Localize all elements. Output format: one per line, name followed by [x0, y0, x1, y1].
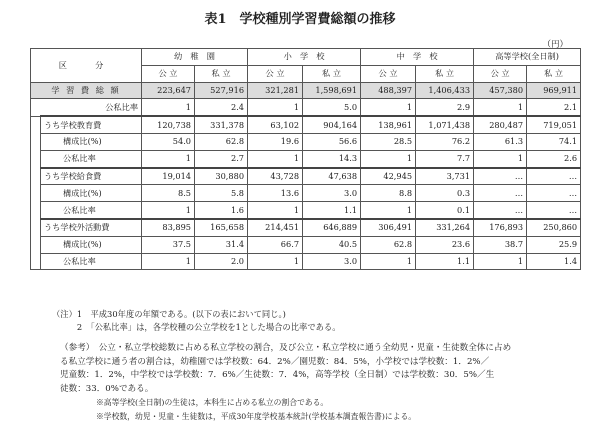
- row-label: 構成比(%): [41, 133, 142, 150]
- table-cell: 1: [361, 253, 416, 270]
- table-cell: 14.3: [303, 150, 361, 167]
- elementary-header: 小 学 校: [248, 49, 361, 66]
- table-cell: 5.8: [195, 185, 248, 202]
- table-cell: 321,281: [248, 82, 303, 99]
- row-label: 構成比(%): [41, 236, 142, 253]
- table-cell: 165,658: [195, 219, 248, 236]
- private-header: 私 立: [303, 65, 361, 82]
- unit-label: （円）: [542, 40, 568, 50]
- table-cell: 56.6: [303, 133, 361, 150]
- table-cell: 1: [361, 202, 416, 219]
- table-cell: 2.9: [416, 99, 474, 116]
- table-cell: 1: [142, 253, 195, 270]
- table-cell: …: [527, 168, 581, 185]
- row-label: うち学校外活動費: [41, 219, 142, 236]
- row-label: 公私比率: [41, 202, 142, 219]
- table-cell: 1,071,438: [416, 116, 474, 133]
- table-cell: 646,889: [303, 219, 361, 236]
- junior-high-header: 中 学 校: [361, 49, 474, 66]
- table-cell: 37.5: [142, 236, 195, 253]
- high-school-header: 高等学校(全日制): [474, 49, 581, 66]
- table-cell: 19,014: [142, 168, 195, 185]
- row-label: 学 習 費 総 額: [31, 82, 142, 99]
- table-cell: 2.6: [527, 150, 581, 167]
- row-label: 公私比率: [31, 99, 142, 116]
- table-cell: 1: [142, 150, 195, 167]
- table-cell: 1: [248, 99, 303, 116]
- table-cell: 3.0: [303, 185, 361, 202]
- table-cell: 8.8: [361, 185, 416, 202]
- table-cell: 488,397: [361, 82, 416, 99]
- public-header: 公 立: [248, 65, 303, 82]
- private-header: 私 立: [195, 65, 248, 82]
- table-cell: 2.7: [195, 150, 248, 167]
- table-cell: 1: [474, 150, 527, 167]
- table-cell: 331,378: [195, 116, 248, 133]
- table-cell: 1: [361, 99, 416, 116]
- private-header: 私 立: [527, 65, 581, 82]
- table-cell: 120,738: [142, 116, 195, 133]
- table-cell: 904,164: [303, 116, 361, 133]
- table-cell: 19.6: [248, 133, 303, 150]
- private-header: 私 立: [416, 65, 474, 82]
- table-cell: …: [474, 185, 527, 202]
- table-cell: 74.1: [527, 133, 581, 150]
- table-row: [31, 236, 581, 253]
- kindergarten-header: 幼 稚 園: [142, 49, 248, 66]
- table-cell: 76.2: [416, 133, 474, 150]
- table-cell: 23.6: [416, 236, 474, 253]
- table-cell: 8.5: [142, 185, 195, 202]
- table-cell: 47,638: [303, 168, 361, 185]
- table-cell: 3,731: [416, 168, 474, 185]
- reference-line: 児童数：1．2%，中学校では学校数：7．6%／生徒数：7．4%，高等学校（全日制）では学校数：30．5%／生: [60, 370, 495, 380]
- table-cell: 1: [474, 99, 527, 116]
- table-cell: 719,051: [527, 116, 581, 133]
- table-cell: 306,491: [361, 219, 416, 236]
- public-header: 公 立: [142, 65, 195, 82]
- reference-line: る私立学校に通う者の割合は，幼稚園では学校数：64．2%／園児数：84．5%，小学校では学校数：1．2%／: [60, 356, 490, 367]
- table-row: [31, 202, 581, 219]
- table-cell: 1.1: [416, 253, 474, 270]
- table-cell: 1: [248, 253, 303, 270]
- table-cell: 42,945: [361, 168, 416, 185]
- table-cell: …: [474, 168, 527, 185]
- table-cell: 457,380: [474, 82, 527, 99]
- table-cell: 0.3: [416, 185, 474, 202]
- table-cell: 969,911: [527, 82, 581, 99]
- table-cell: 1: [474, 253, 527, 270]
- public-header: 公 立: [474, 65, 527, 82]
- table-cell: 2.4: [195, 99, 248, 116]
- table-cell: 1: [248, 150, 303, 167]
- table-cell: 280,487: [474, 116, 527, 133]
- row-label: 公私比率: [41, 253, 142, 270]
- table-cell: 66.7: [248, 236, 303, 253]
- table-cell: 1.4: [527, 253, 581, 270]
- division-header: 区 分: [31, 49, 142, 83]
- table-cell: 1.1: [303, 202, 361, 219]
- reference-note: ※学校数，幼児・児童・生徒数は，平成30年度学校基本統計(学校基本調査報告書)による。: [96, 411, 417, 421]
- table-cell: 25.9: [527, 236, 581, 253]
- table-cell: 38.7: [474, 236, 527, 253]
- table-cell: 43,728: [248, 168, 303, 185]
- table-cell: …: [527, 185, 581, 202]
- table-cell: 1: [142, 202, 195, 219]
- table-cell: 3.0: [303, 253, 361, 270]
- table-cell: 63,102: [248, 116, 303, 133]
- table-cell: 62.8: [361, 236, 416, 253]
- row-label: うち学校給食費: [41, 168, 142, 185]
- reference-line: 徒数：33．0%である。: [60, 383, 154, 394]
- table-row: [31, 116, 581, 133]
- table-cell: 1: [248, 202, 303, 219]
- public-header: 公 立: [361, 65, 416, 82]
- table-cell: 250,860: [527, 219, 581, 236]
- footnotes: [52, 308, 341, 334]
- table-cell: …: [474, 202, 527, 219]
- table-cell: 61.3: [474, 133, 527, 150]
- table-cell: 2.0: [195, 253, 248, 270]
- table-row: [31, 133, 581, 150]
- table-cell: 1: [142, 99, 195, 116]
- table-cell: 5.0: [303, 99, 361, 116]
- table-row: [31, 185, 581, 202]
- table-row: [31, 168, 581, 185]
- table-cell: 83,895: [142, 219, 195, 236]
- table-cell: 1,406,433: [416, 82, 474, 99]
- footnote: 2 「公私比率」は，各学校種の公立学校を1とした場合の比率である。: [52, 322, 341, 332]
- table-cell: 28.5: [361, 133, 416, 150]
- table-row: [31, 253, 581, 270]
- footnote: （注）1 平成30年度の年額である。(以下の表において同じ。): [52, 309, 286, 319]
- table-row: [31, 99, 581, 116]
- table-row: [31, 150, 581, 167]
- table-cell: 62.8: [195, 133, 248, 150]
- table-cell: 176,893: [474, 219, 527, 236]
- table-cell: 1,598,691: [303, 82, 361, 99]
- table-row: [31, 82, 581, 99]
- row-label: 公私比率: [41, 150, 142, 167]
- table-cell: 2.1: [527, 99, 581, 116]
- table-cell: 54.0: [142, 133, 195, 150]
- reference-block: [60, 342, 580, 423]
- table-cell: 0.1: [416, 202, 474, 219]
- table-cell: 40.5: [303, 236, 361, 253]
- table-row: [31, 219, 581, 236]
- table-cell: 1: [361, 150, 416, 167]
- table-cell: 7.7: [416, 150, 474, 167]
- reference-line: （参考） 公立・私立学校総数に占める私立学校の割合，及び公立・私立学校に通う全幼児・児童・生徒数全体に占め: [60, 343, 512, 353]
- table-cell: 30,880: [195, 168, 248, 185]
- table-cell: 223,647: [142, 82, 195, 99]
- table-cell: 331,264: [416, 219, 474, 236]
- reference-note: ※高等学校(全日制)の生徒は，本科生に占める私立の割合である。: [96, 398, 329, 407]
- table-cell: 527,916: [195, 82, 248, 99]
- row-label: うち学校教育費: [41, 116, 142, 133]
- row-label: 構成比(%): [41, 185, 142, 202]
- school-fee-table: [30, 48, 581, 270]
- page-title: 表1 学校種別学習費総額の推移: [204, 12, 396, 27]
- table-cell: 214,451: [248, 219, 303, 236]
- table-cell: 1.6: [195, 202, 248, 219]
- table-cell: 138,961: [361, 116, 416, 133]
- table-cell: 13.6: [248, 185, 303, 202]
- table-cell: 31.4: [195, 236, 248, 253]
- table-cell: …: [527, 202, 581, 219]
